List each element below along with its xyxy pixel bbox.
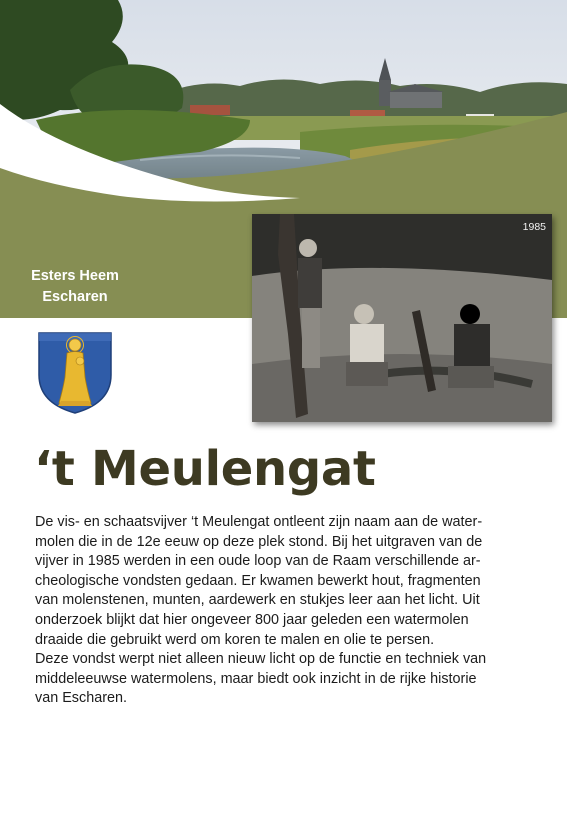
body-line: De vis- en schaatsvijver ‘t Meulengat ontleent zijn naam aan de water- <box>35 514 483 530</box>
body-line: van Escharen. <box>35 690 127 707</box>
paragraph-2 <box>35 650 535 709</box>
organization-name <box>0 266 150 308</box>
historic-photo <box>252 214 552 422</box>
page-title: ‘t Meulengat <box>34 441 376 497</box>
body-text <box>35 513 535 709</box>
body-line: van molenstenen, munten, aardewerk en stukjes leer aan het licht. Uit <box>35 592 480 609</box>
organization-line-1: Esters Heem <box>31 268 119 284</box>
body-line: middeleeuwse watermolens, maar biedt ook inzicht in de rijke historie <box>35 670 477 687</box>
body-line: Deze vondst werpt niet alleen nieuw licht op de functie en techniek van <box>35 651 487 668</box>
organization-line-2: Escharen <box>42 289 108 305</box>
body-line: molen die in de 12e eeuw op deze plek stond. Bij het uitgraven van de <box>35 533 483 550</box>
body-line: vijver in 1985 werden in een oude loop van de Raam verschillende ar- <box>35 553 481 570</box>
paragraph-1 <box>35 513 535 650</box>
body-line: draaide die gebruikt werd om koren te malen en olie te persen. <box>35 631 435 648</box>
photo-year-label: 1985 <box>522 221 546 233</box>
coat-of-arms-icon <box>37 331 113 415</box>
body-line: cheologische vondsten gedaan. Er kwamen bewerkt hout, fragmenten <box>35 572 481 589</box>
body-line: onderzoek blijkt dat hier ongeveer 800 jaar geleden een watermolen <box>35 611 469 628</box>
